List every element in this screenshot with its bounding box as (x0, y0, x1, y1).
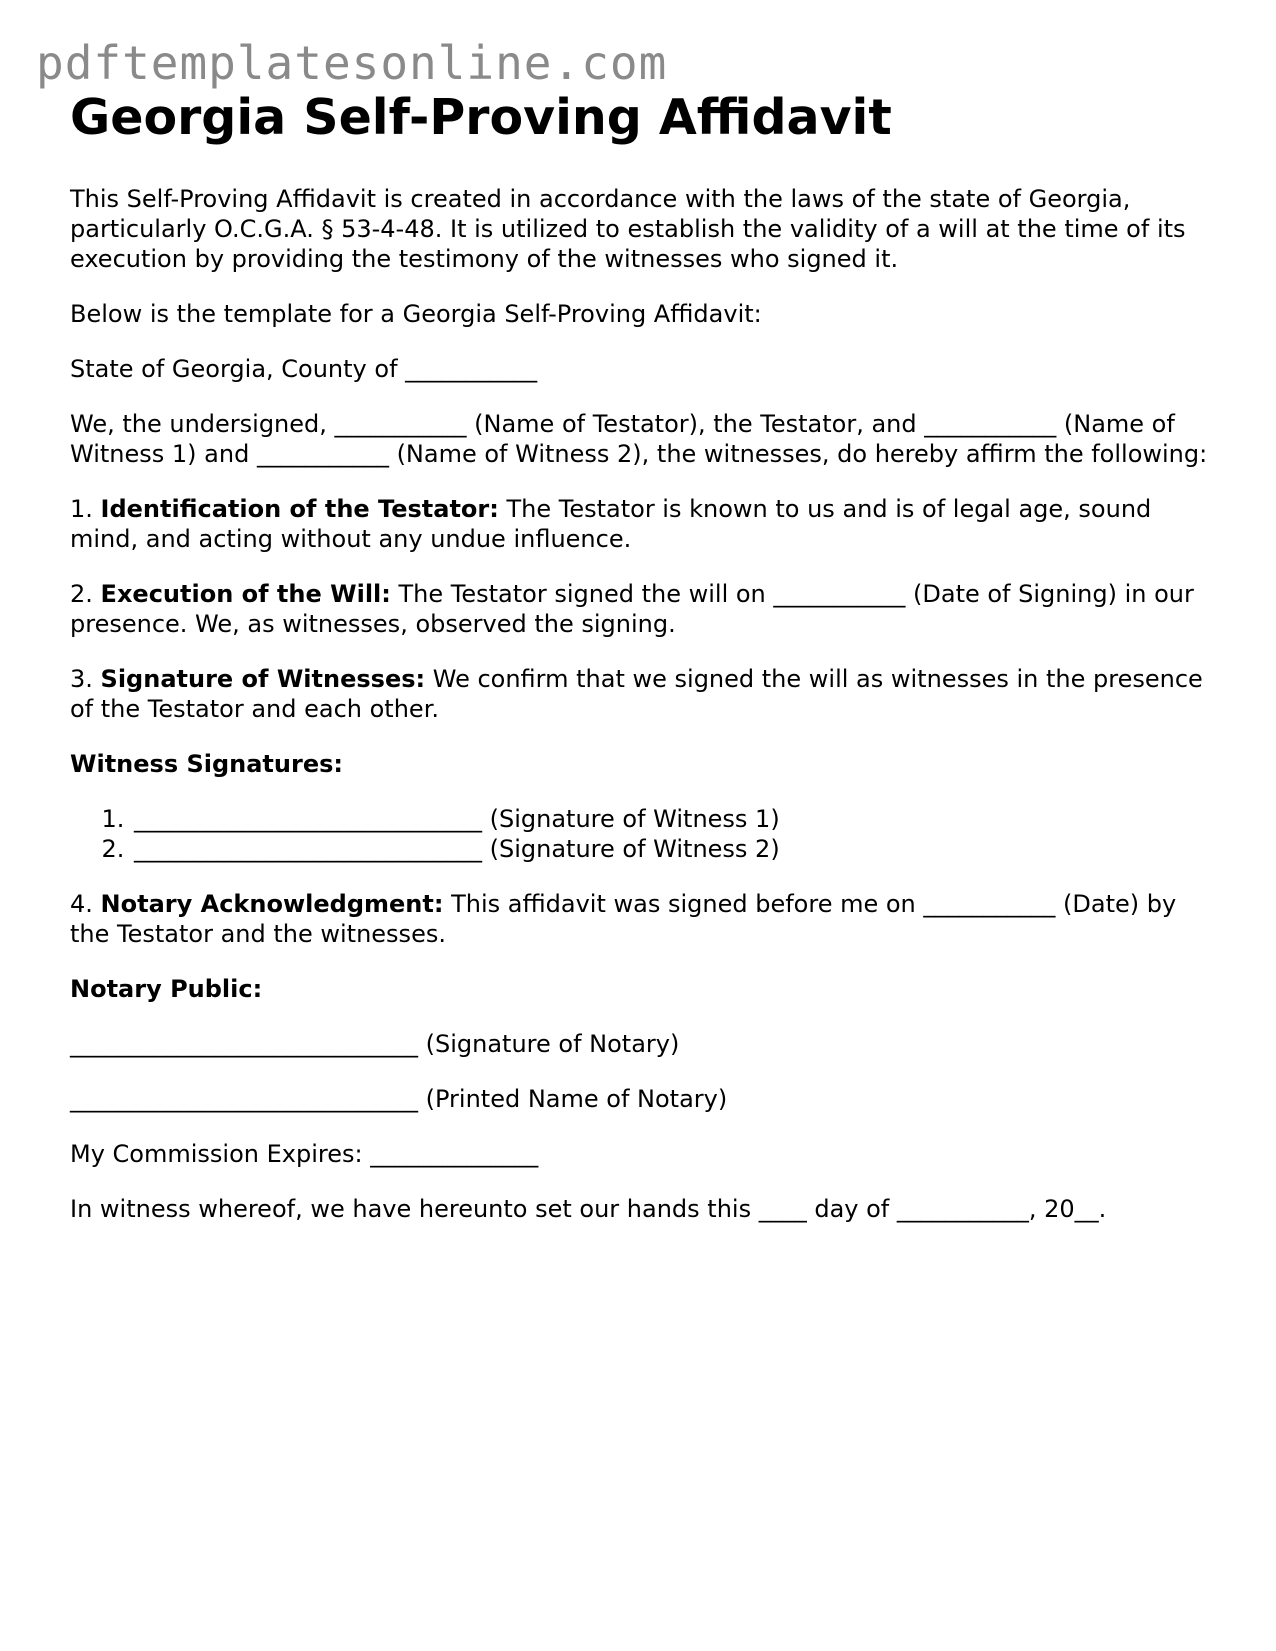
section-heading: Execution of the Will: (100, 580, 391, 608)
witness-signatures-heading: Witness Signatures: (70, 750, 343, 778)
section-identification (70, 494, 1210, 554)
section-notary-acknowledgment (70, 889, 1210, 949)
section-number: 1. (70, 495, 93, 523)
notary-public-heading: Notary Public: (70, 975, 263, 1003)
section-text: This affidavit was signed before me on ___________ (Date) by the Testator and the witnesses. (70, 890, 1177, 948)
section-number: 3. (70, 665, 93, 693)
section-heading: Notary Acknowledgment: (100, 890, 444, 918)
notary-printed-name-line: _____________________________ (Printed Name of Notary) (70, 1085, 728, 1113)
template-intro: Below is the template for a Georgia Self-Proving Affidavit: (70, 300, 762, 328)
section-execution (70, 579, 1210, 639)
watermark-text: pdftemplatesonline.com (36, 36, 668, 90)
section-text: The Testator signed the will on ___________ (Date of Signing) in our presence. We, as witnesses, observed the signing. (70, 580, 1194, 638)
page-title: Georgia Self-Proving Affidavit (70, 89, 892, 146)
section-text: The Testator is known to us and is of legal age, sound mind, and acting without any undue influence. (70, 495, 1152, 553)
witness-signature-list (70, 804, 1210, 864)
commission-expires-line: My Commission Expires: ______________ (70, 1140, 539, 1168)
undersigned-paragraph: We, the undersigned, ___________ (Name of Testator), the Testator, and ___________ (Name of Witness 1) and ___________ (Name of Witness 2), the witnesses, do hereby affirm the following: (70, 410, 1208, 468)
section-number: 2. (70, 580, 93, 608)
section-heading: Signature of Witnesses: (100, 665, 426, 693)
witness-signature-line-2: 2. _____________________________ (Signature of Witness 2) (132, 834, 1210, 864)
section-text: We confirm that we signed the will as witnesses in the presence of the Testator and each other. (70, 665, 1203, 723)
state-county-line: State of Georgia, County of ___________ (70, 355, 538, 383)
intro-paragraph: This Self-Proving Affidavit is created in accordance with the laws of the state of Georgia, particularly O.C.G.A. § 53-4-48. It is utilized to establish the validity of a will at the time of its execution by providing the testimony of the witnesses who signed it. (70, 185, 1186, 273)
section-heading: Identification of the Testator: (100, 495, 499, 523)
witness-signature-line-1: 1. _____________________________ (Signature of Witness 1) (132, 804, 1210, 834)
document-page (70, 88, 1210, 1249)
section-signature-witnesses (70, 664, 1210, 724)
closing-line: In witness whereof, we have hereunto set our hands this ____ day of ___________, 20__. (70, 1195, 1107, 1223)
notary-signature-line: _____________________________ (Signature of Notary) (70, 1030, 680, 1058)
section-number: 4. (70, 890, 93, 918)
